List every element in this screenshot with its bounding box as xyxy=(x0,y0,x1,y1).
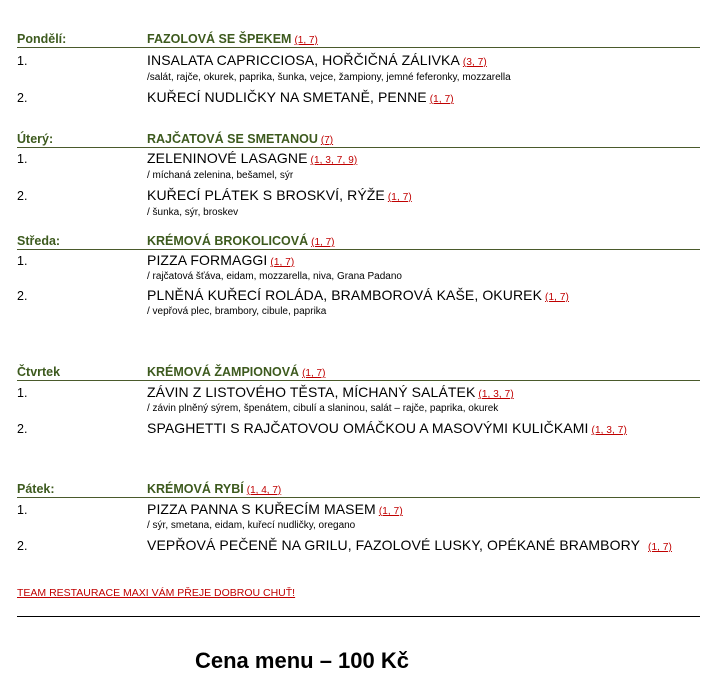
item-allergens: (1, 7) xyxy=(378,506,403,517)
soup-allergens: (7) xyxy=(320,135,334,146)
soup-name: FAZOLOVÁ SE ŠPEKEM xyxy=(147,32,292,46)
item-allergens: (1, 7) xyxy=(648,542,672,553)
item-number: 1. xyxy=(17,152,28,166)
soup-allergens: (1, 7) xyxy=(311,237,335,248)
day-header xyxy=(17,131,700,148)
item-title-text: PLNĚNÁ KUŘECÍ ROLÁDA, BRAMBOROVÁ KAŠE, OKUREK xyxy=(147,287,543,303)
soup xyxy=(147,233,334,251)
item-title xyxy=(147,287,569,303)
item-description: / rajčatová šťáva, eidam, mozzarella, niva, Grana Padano xyxy=(147,271,402,282)
day-name: Středa: xyxy=(17,234,61,248)
day-name: Pátek: xyxy=(17,482,55,496)
item-title xyxy=(147,89,454,105)
item-title xyxy=(147,150,357,166)
item-number: 1. xyxy=(17,386,28,400)
soup xyxy=(147,481,281,499)
item-title xyxy=(147,420,627,436)
soup-allergens: (1, 7) xyxy=(294,35,318,46)
item-title xyxy=(147,537,672,553)
item-title-text: KUŘECÍ PLÁTEK S BROSKVÍ, RÝŽE xyxy=(147,187,385,203)
item-title xyxy=(147,252,294,268)
item-description: / šunka, sýr, broskev xyxy=(147,207,239,218)
item-title-text: PIZZA PANNA S KUŘECÍM MASEM xyxy=(147,501,376,517)
item-number: 1. xyxy=(17,54,28,68)
item-number: 2. xyxy=(17,91,28,105)
item-allergens: (1, 3, 7) xyxy=(591,425,627,436)
item-description: / míchaná zelenina, bešamel, sýr xyxy=(147,170,294,181)
item-description: / vepřová plec, brambory, cibule, paprika xyxy=(147,306,327,317)
item-number: 2. xyxy=(17,422,28,436)
day-header xyxy=(17,233,700,250)
item-allergens: (1, 7) xyxy=(545,292,569,303)
item-title xyxy=(147,384,514,400)
item-number: 2. xyxy=(17,539,28,553)
item-description: / sýr, smetana, eidam, kuřecí nudličky, oregano xyxy=(147,520,356,531)
soup-name: KRÉMOVÁ RYBÍ xyxy=(147,482,244,496)
soup-name: RAJČATOVÁ SE SMETANOU xyxy=(147,132,318,146)
divider xyxy=(17,616,700,617)
soup-allergens: (1, 4, 7) xyxy=(246,485,282,496)
item-title-text: INSALATA CAPRICCIOSA, HOŘČIČNÁ ZÁLIVKA xyxy=(147,52,460,68)
day-wednesday xyxy=(17,233,700,317)
day-tuesday xyxy=(17,131,700,218)
day-header xyxy=(17,481,700,498)
item-title xyxy=(147,52,487,68)
item-title-text: KUŘECÍ NUDLIČKY NA SMETANĚ, PENNE xyxy=(147,89,427,105)
soup xyxy=(147,364,325,382)
item-number: 1. xyxy=(17,254,28,268)
item-title-text: SPAGHETTI S RAJČATOVOU OMÁČKOU A MASOVÝMI KULIČKAMI xyxy=(147,420,589,436)
item-description: / závin plněný sýrem, špenátem, cibulí a slaninou, salát – rajče, paprika, okurek xyxy=(147,403,499,414)
item-description: /salát, rajče, okurek, paprika, šunka, vejce, žampiony, jemné feferonky, mozzarella xyxy=(147,72,511,83)
item-title xyxy=(147,187,412,203)
item-allergens: (1, 3, 7, 9) xyxy=(310,155,358,166)
day-name: Čtvrtek xyxy=(17,365,61,379)
day-header xyxy=(17,31,700,48)
item-allergens: (3, 7) xyxy=(462,57,487,68)
item-number: 1. xyxy=(17,503,28,517)
day-monday xyxy=(17,31,700,105)
item-title-text: ZELENINOVÉ LASAGNE xyxy=(147,150,308,166)
item-allergens: (1, 3, 7) xyxy=(478,389,514,400)
item-title-text: PIZZA FORMAGGI xyxy=(147,252,268,268)
item-allergens: (1, 7) xyxy=(387,192,412,203)
item-title xyxy=(147,501,403,517)
soup xyxy=(147,31,318,49)
soup-name: KRÉMOVÁ BROKOLICOVÁ xyxy=(147,234,309,248)
item-title-text: ZÁVIN Z LISTOVÉHO TĚSTA, MÍCHANÝ SALÁTEK xyxy=(147,384,476,400)
footer-wish: TEAM RESTAURACE MAXI VÁM PŘEJE DOBROU CHUŤ! xyxy=(17,587,296,599)
item-allergens: (1, 7) xyxy=(429,94,454,105)
day-thursday xyxy=(17,364,700,436)
day-friday xyxy=(17,481,700,553)
soup-name: KRÉMOVÁ ŽAMPIONOVÁ xyxy=(147,365,300,379)
item-allergens: (1, 7) xyxy=(270,257,295,268)
day-name: Úterý: xyxy=(17,132,54,146)
day-name: Pondělí: xyxy=(17,32,67,46)
item-number: 2. xyxy=(17,289,28,303)
soup xyxy=(147,131,333,149)
day-header xyxy=(17,364,700,381)
item-number: 2. xyxy=(17,189,28,203)
menu-price: Cena menu – 100 Kč xyxy=(195,648,409,673)
item-title-text: VEPŘOVÁ PEČENĚ NA GRILU, FAZOLOVÉ LUSKY, OPÉKANÉ BRAMBORY xyxy=(147,537,641,553)
soup-allergens: (1, 7) xyxy=(302,368,326,379)
